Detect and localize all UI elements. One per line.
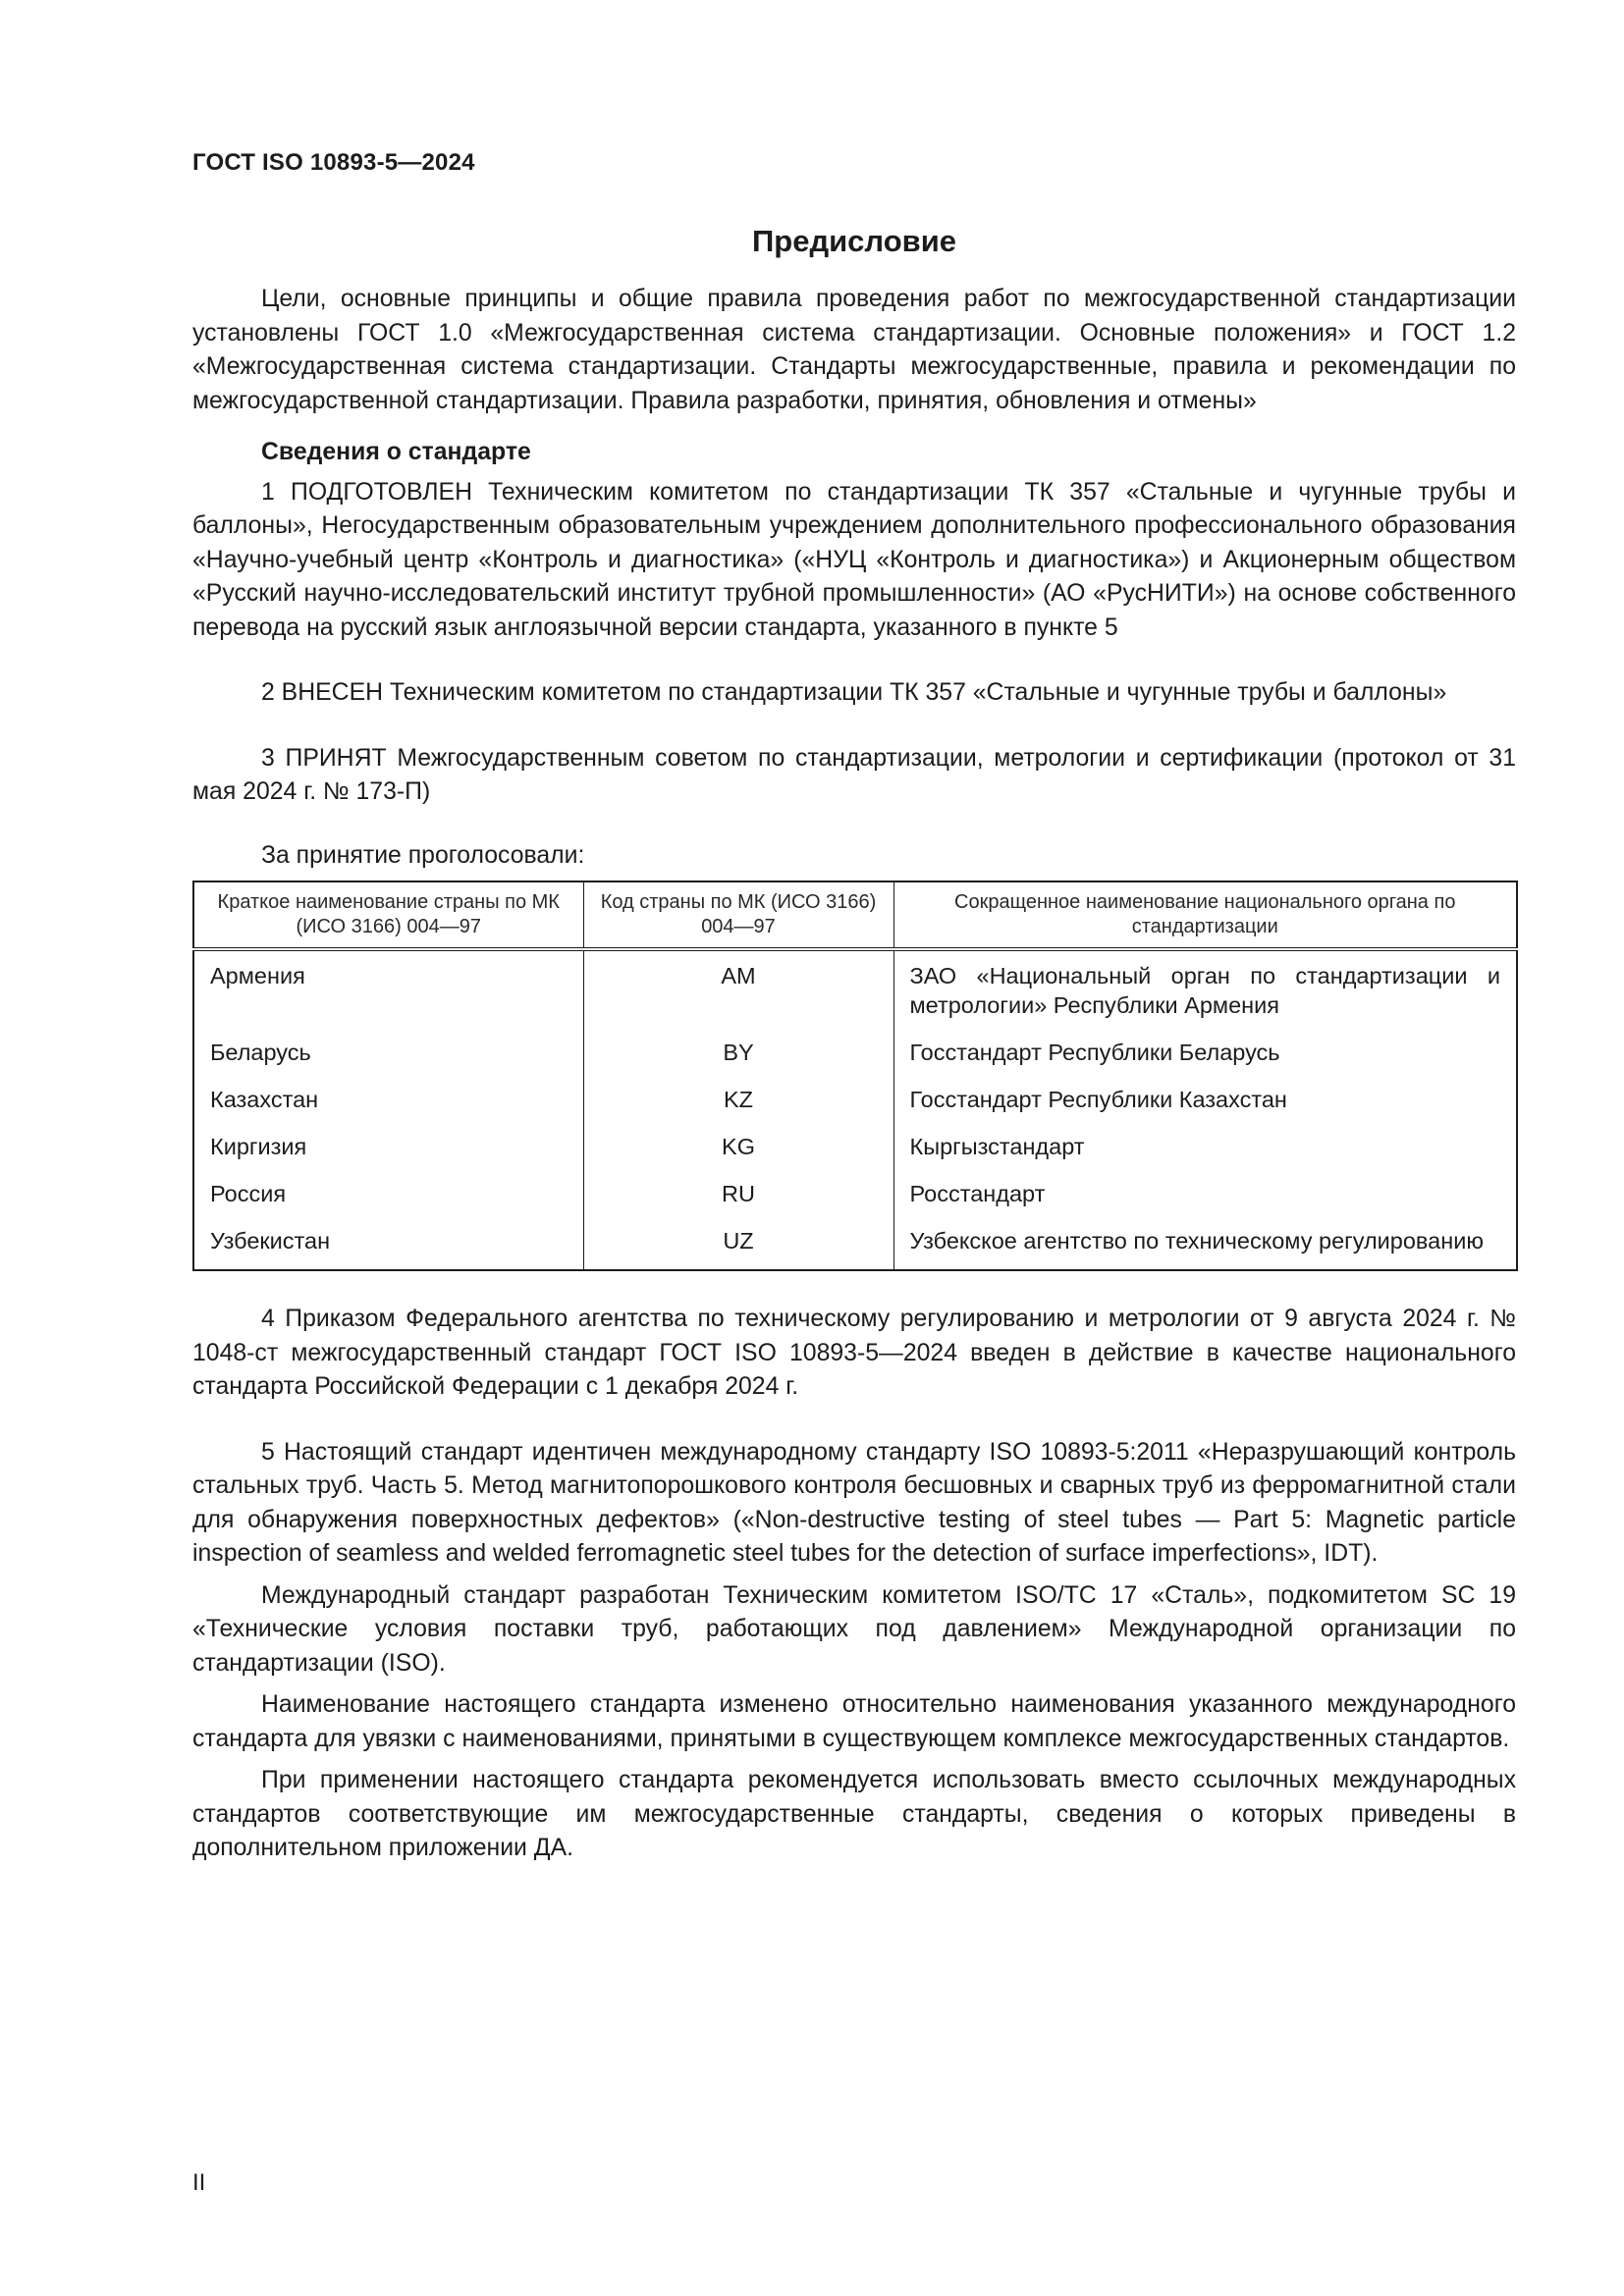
table-header-row — [193, 881, 1517, 949]
table-cell-country: Армения — [193, 949, 583, 1032]
item-3-adopted: 3 ПРИНЯТ Межгосударственным советом по стандартизации, метрологии и сертификации (протокол от 31 мая 2024 г. № 173-П) — [192, 744, 1516, 805]
table-cell-code: UZ — [583, 1220, 893, 1270]
table-cell-body: Госстандарт Республики Беларусь — [893, 1032, 1517, 1079]
table-cell-country: Узбекистан — [193, 1220, 583, 1270]
table-cell-code: KG — [583, 1126, 893, 1173]
document-code-header: ГОСТ ISO 10893-5—2024 — [192, 149, 475, 176]
table-cell-code: BY — [583, 1032, 893, 1079]
table-cell-code: KZ — [583, 1079, 893, 1126]
table-header-body: Сокращенное наименование национального органа по стандартизации — [893, 881, 1517, 949]
table-cell-body: Госстандарт Республики Казахстан — [893, 1079, 1517, 1126]
page-title: Предисловие — [751, 224, 956, 258]
table-row — [193, 1126, 1517, 1173]
table-cell-code: RU — [583, 1173, 893, 1220]
table-cell-country: Беларусь — [193, 1032, 583, 1079]
table-cell-country: Казахстан — [193, 1079, 583, 1126]
table-header-country: Краткое наименование страны по МК (ИСО 3166) 004—97 — [193, 881, 583, 949]
table-row — [193, 1079, 1517, 1126]
voting-table — [192, 881, 1518, 1271]
item-5-identical: 5 Настоящий стандарт идентичен международному стандарту ISO 10893-5:2011 «Неразрушающий контроль стальных труб. Часть 5. Метод магнитопорошкового контроля бесшовных и сварных труб из ферромагнитной стали для обнаружения поверхностных дефектов» («Non-destructive testing of steel tubes — Part 5: Magnetic particle inspection of seamless and welded ferromagnetic steel tubes for the detection of surface imperfections», IDT). — [192, 1438, 1516, 1567]
item-4-order: 4 Приказом Федерального агентства по техническому регулированию и метрологии от 9 августа 2024 г. № 1048-ст межгосударственный стандарт ГОСТ ISO 10893-5—2024 введен в действие в качестве национального стандарта Российской Федерации с 1 декабря 2024 г. — [192, 1306, 1516, 1400]
table-cell-body: Кыргызстандарт — [893, 1126, 1517, 1173]
section-subheading: Сведения о стандарте — [261, 439, 531, 465]
document-body — [192, 283, 1516, 1866]
table-cell-code: AM — [583, 949, 893, 1032]
page-number: II — [192, 2169, 206, 2196]
table-cell-body: Узбекское агентство по техническому регулированию — [893, 1220, 1517, 1270]
table-cell-body: ЗАО «Национальный орган по стандартизации и метрологии» Республики Армения — [893, 949, 1517, 1032]
application-paragraph: При применении настоящего стандарта рекомендуется использовать вместо ссылочных международных стандартов соответствующие им межгосударственные стандарты, сведения о которых приведены в дополнительном приложении ДА. — [192, 1767, 1516, 1861]
table-row — [193, 1173, 1517, 1220]
table-cell-country: Киргизия — [193, 1126, 583, 1173]
table-cell-country: Россия — [193, 1173, 583, 1220]
item-1-prepared: 1 ПОДГОТОВЛЕН Техническим комитетом по стандартизации ТК 357 «Стальные и чугунные трубы и баллоны», Негосударственным образовательным учреждением дополнительного профессионального образования «Научно-учебный центр «Контроль и диагностика» («НУЦ «Контроль и диагностика») и Акционерным обществом «Русский научно-исследовательский институт трубной промышленности» (АО «РусНИТИ») на основе собственного перевода на русский язык англоязычной версии стандарта, указанного в пункте 5 — [192, 478, 1516, 641]
table-cell-body: Росстандарт — [893, 1173, 1517, 1220]
item-2-introduced: 2 ВНЕСЕН Техническим комитетом по стандартизации ТК 357 «Стальные и чугунные трубы и баллоны» — [261, 679, 1447, 706]
table-row — [193, 1220, 1517, 1270]
developed-paragraph: Международный стандарт разработан Техническим комитетом ISO/TC 17 «Сталь», подкомитетом SC 19 «Технические условия поставки труб, работающих под давлением» Международной организации по стандартизации (ISO). — [192, 1581, 1516, 1677]
table-row — [193, 1032, 1517, 1079]
table-row — [193, 949, 1517, 1032]
intro-paragraph: Цели, основные принципы и общие правила проведения работ по межгосударственной стандартизации установлены ГОСТ 1.0 «Межгосударственная система стандартизации. Основные положения» и ГОСТ 1.2 «Межгосударственная система стандартизации. Стандарты межгосударственные, правила и рекомендации по межгосударственной стандартизации. Правила разработки, принятия, обновления и отмены» — [192, 286, 1516, 414]
voted-label: За принятие проголосовали: — [261, 841, 585, 869]
table-header-code: Код страны по МК (ИСО 3166) 004—97 — [583, 881, 893, 949]
name-changed-paragraph: Наименование настоящего стандарта изменено относительно наименования указанного международного стандарта для увязки с наименованиями, принятыми в существующем комплексе межгосударственных стандартов. — [192, 1691, 1516, 1752]
